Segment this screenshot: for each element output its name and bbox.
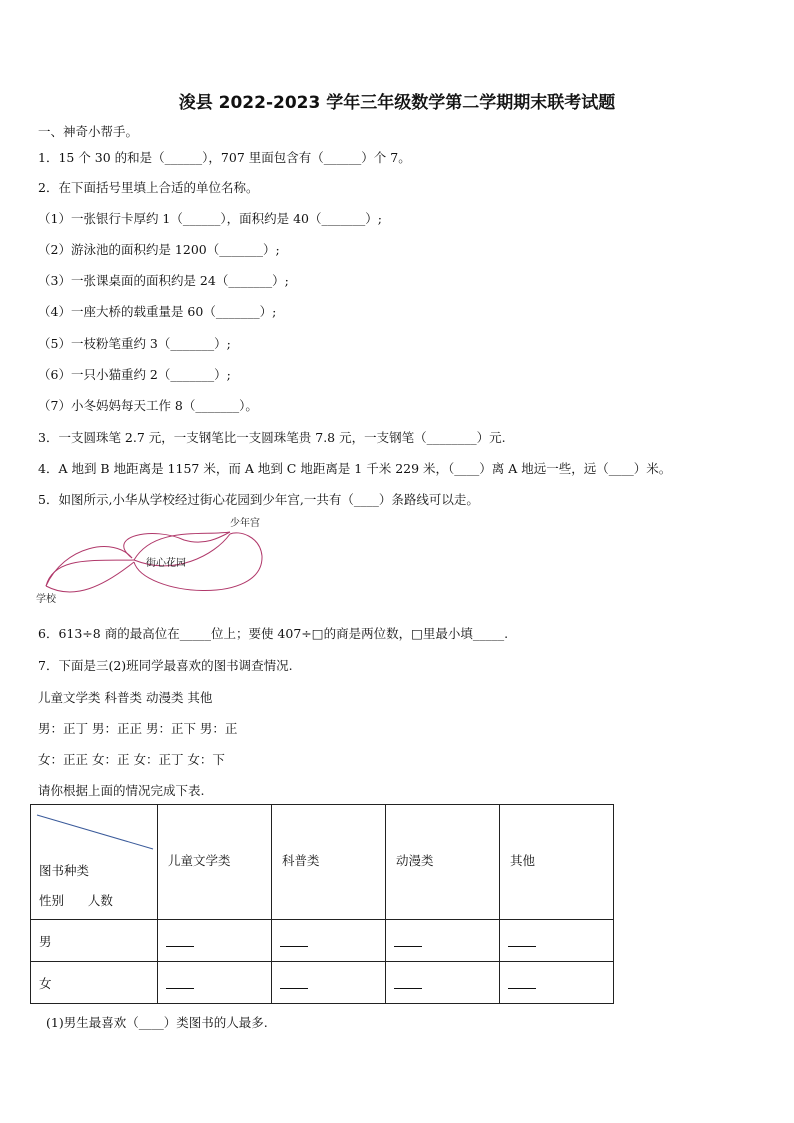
question-2-item: （6）一只小猫重约 2（_______）; [38,367,231,382]
question-7-sub-1: (1)男生最喜欢（____）类图书的人最多. [46,1015,268,1030]
table-header-cell [272,805,386,920]
table-header-cell [386,805,500,920]
answer-blank[interactable] [500,920,614,962]
survey-table [30,804,614,1004]
question-2-item: （2）游泳池的面积约是 1200（_______）; [38,242,280,257]
answer-blank[interactable] [158,920,272,962]
survey-categories: 儿童文学类 科普类 动漫类 其他 [38,690,213,705]
header-children-lit: 儿童文学类 [168,853,231,868]
row-label-boys: 男 [31,920,158,962]
corner-label-gender: 性别 人数 [39,893,113,908]
row-label-girls: 女 [31,962,158,1004]
section-heading: 一、神奇小帮手。 [38,124,139,139]
header-science: 科普类 [282,853,320,868]
header-comics: 动漫类 [396,853,434,868]
question-2-item: （5）一枝粉笔重约 3（_______）; [38,336,231,351]
table-header-cell [158,805,272,920]
question-3: 3．一支圆珠笔 2.7 元，一支钢笔比一支圆珠笔贵 7.8 元，一支钢笔（________）元. [38,430,506,445]
page-title: 浚县 2022-2023 学年三年级数学第二学期期末联考试题 [178,93,616,113]
question-2-item: （7）小冬妈妈每天工作 8（_______）。 [38,398,258,413]
route-garden-palace-4 [124,532,230,558]
question-2-item: （1）一张银行卡厚约 1（______），面积约是 40（_______）; [38,211,382,226]
answer-blank[interactable] [386,962,500,1004]
question-2-item: （4）一座大桥的载重量是 60（_______）; [38,304,277,319]
question-6: 6．613÷8 商的最高位在_____位上；要使 407÷□的商是两位数，□里最小填_____. [38,626,509,641]
label-school: 学校 [36,594,56,605]
table-prompt: 请你根据上面的情况完成下表. [38,783,205,798]
route-map [34,516,284,608]
header-other: 其他 [510,853,536,868]
answer-blank[interactable] [272,920,386,962]
route-school-garden-3 [46,547,132,586]
answer-blank[interactable] [158,962,272,1004]
answer-blank[interactable] [386,920,500,962]
answer-blank[interactable] [272,962,386,1004]
answer-blank[interactable] [500,962,614,1004]
question-1: 1．15 个 30 的和是（______），707 里面包含有（______）个 7。 [38,150,411,165]
label-palace: 少年宫 [230,518,260,529]
label-garden: 街心花园 [146,558,186,569]
route-school-garden-1 [46,560,134,586]
question-4: 4．A 地到 B 地距离是 1157 米，而 A 地到 C 地距离是 1 千米 229 米，（____）离 A 地远一些，远（____）米。 [38,461,672,476]
question-2-item: （3）一张课桌面的面积约是 24（_______）; [38,273,289,288]
survey-girls: 女：正正 女：正 女：正丁 女：下 [38,752,225,767]
question-5: 5．如图所示,小华从学校经过街心花园到少年宫,一共有（____）条路线可以走。 [38,492,479,507]
question-2: 2．在下面括号里填上合适的单位名称。 [38,180,259,195]
table-header-cell [500,805,614,920]
table-corner-cell [31,805,158,920]
question-7: 7．下面是三(2)班同学最喜欢的图书调查情况. [38,658,293,673]
route-garden-palace-1 [134,532,230,560]
corner-label-category: 图书种类 [39,863,90,878]
survey-boys: 男：正丁 男：正正 男：正下 男：正 [38,721,238,736]
